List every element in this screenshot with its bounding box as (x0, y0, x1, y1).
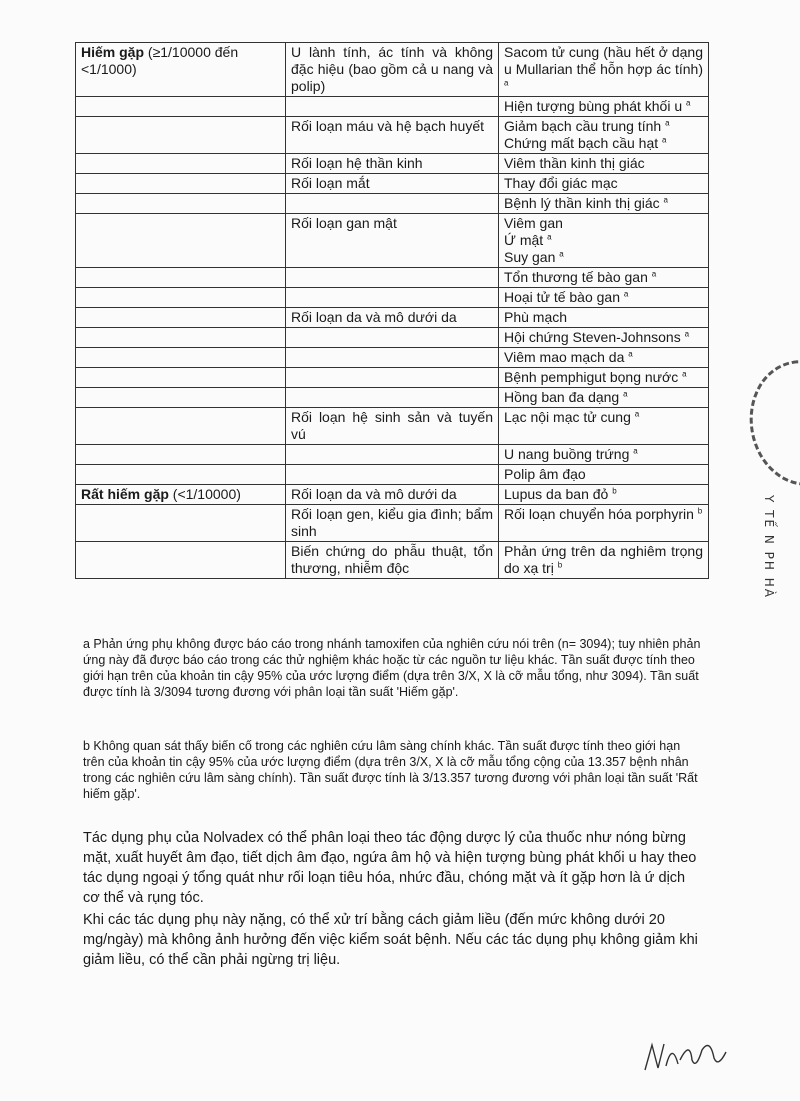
adverse-reactions-table (75, 42, 709, 579)
adverse-event-text: Hồng ban đa dạng (504, 389, 620, 405)
adverse-event-cell (499, 388, 709, 408)
adverse-event-cell (499, 465, 709, 485)
adverse-event-cell (499, 117, 709, 154)
paragraph-side-effects: Tác dụng phụ của Nolvadex có thể phân loại theo tác động dược lý của thuốc như nóng bừng mặt, xuất huyết âm đạo, tiết dịch âm đạo, ngứa âm hộ và hiện tượng bùng phát khối u hay theo tác dụng ngoại ý tổng quát như rối loạn tiêu hóa, nhức đầu, chóng mặt và ít gặp hơn là ứ dịch cơ thể và rụng tóc. (83, 830, 697, 906)
adverse-event-line (504, 249, 703, 266)
frequency-range: (≥1/10000 đến <1/1000) (81, 44, 239, 77)
adverse-event-line (504, 232, 703, 249)
footnote-marker: a (628, 349, 633, 359)
footnote-marker: a (623, 289, 629, 299)
adverse-event-line (504, 118, 703, 135)
table-row (76, 97, 709, 117)
footnote-marker: a (682, 369, 687, 379)
adverse-event-text: Chứng mất bạch cầu hạt (504, 135, 659, 151)
adverse-event-text: Bệnh pemphigut bọng nước (504, 369, 679, 385)
adverse-event-cell (499, 214, 709, 268)
frequency-cell (76, 308, 286, 328)
table-row (76, 368, 709, 388)
frequency-cell (76, 348, 286, 368)
adverse-event-text: Phản ứng trên da nghiêm trọng do xạ trị (504, 543, 703, 576)
organ-class-cell (286, 465, 499, 485)
frequency-cell (76, 505, 286, 542)
frequency-cell (76, 214, 286, 268)
table-row (76, 268, 709, 288)
adverse-event-cell (499, 268, 709, 288)
organ-class-cell: Rối loạn mắt (286, 174, 499, 194)
table-row (76, 154, 709, 174)
adverse-event-text: Hiện tượng bùng phát khối u (504, 98, 683, 114)
frequency-range: (<1/10000) (168, 486, 241, 502)
paragraph-dose-reduction: Khi các tác dụng phụ này nặng, có thể xử trí bằng cách giảm liều (đến mức không dưới 20 mg/ngày) mà không ảnh hưởng đến việc kiểm soát bệnh. Nếu các tác dụng phụ không giảm khi giảm liều, có thể cần phải ngừng trị liệu. (83, 912, 698, 968)
frequency-cell (76, 408, 286, 445)
adverse-event-line (504, 543, 703, 577)
footnote-marker: b (697, 506, 703, 516)
organ-class-cell (286, 288, 499, 308)
adverse-event-cell (499, 485, 709, 505)
organ-class-cell (286, 268, 499, 288)
adverse-event-text: Rối loạn chuyển hóa porphyrin (504, 506, 694, 522)
frequency-cell (76, 174, 286, 194)
table-row (76, 485, 709, 505)
table-row (76, 445, 709, 465)
organ-class-cell: Rối loạn da và mô dưới da (286, 308, 499, 328)
footnote-marker: a (651, 269, 657, 279)
organ-class-cell: Rối loạn gen, kiểu gia đình; bẩm sinh (286, 505, 499, 542)
adverse-event-line (504, 215, 703, 232)
adverse-event-cell (499, 154, 709, 174)
table-row (76, 117, 709, 154)
adverse-event-text: Hội chứng Steven-Johnsons (504, 329, 681, 345)
footnote-marker: a (663, 195, 668, 205)
adverse-event-cell (499, 542, 709, 579)
table-row (76, 328, 709, 348)
footnote-marker: b (557, 560, 563, 570)
adverse-event-line (504, 329, 703, 346)
adverse-event-cell (499, 194, 709, 214)
frequency-cell (76, 43, 286, 97)
adverse-event-cell (499, 308, 709, 328)
organ-class-cell: Rối loạn máu và hệ bạch huyết (286, 117, 499, 154)
adverse-event-cell (499, 97, 709, 117)
adverse-event-text: Sacom tử cung (hầu hết ở dạng u Mullarian thể hỗn hợp ác tính) (504, 44, 703, 77)
adverse-event-cell (499, 408, 709, 445)
adverse-event-line (504, 155, 703, 172)
adverse-event-text: Hoại tử tế bào gan (504, 289, 621, 305)
adverse-event-text: Viêm thần kinh thị giác (504, 155, 645, 171)
adverse-event-text: Lupus da ban đỏ (504, 486, 609, 502)
frequency-cell (76, 485, 286, 505)
adverse-event-line (504, 309, 703, 326)
adverse-event-line (504, 349, 703, 366)
adverse-event-text: Giảm bạch cầu trung tính (504, 118, 662, 134)
adverse-event-text: Lạc nội mạc tử cung (504, 409, 631, 425)
frequency-label: Hiếm gặp (81, 44, 145, 60)
organ-class-cell (286, 388, 499, 408)
adverse-event-text: Thay đổi giác mạc (504, 175, 618, 191)
organ-class-cell (286, 445, 499, 465)
adverse-event-line (504, 44, 703, 95)
adverse-event-line (504, 486, 703, 503)
frequency-cell (76, 368, 286, 388)
adverse-event-line (504, 135, 703, 152)
adverse-event-cell (499, 174, 709, 194)
stamp-ring (742, 360, 800, 490)
footnote-marker: a (623, 389, 628, 399)
adverse-event-line (504, 269, 703, 286)
organ-class-cell: Biến chứng do phẫu thuật, tổn thương, nhiễm độc (286, 542, 499, 579)
adverse-event-text: Polip âm đạo (504, 466, 586, 482)
organ-class-cell: Rối loạn da và mô dưới da (286, 485, 499, 505)
adverse-event-line (504, 98, 703, 115)
adverse-event-line (504, 369, 703, 386)
footnote-marker: a (662, 135, 667, 145)
table-row (76, 388, 709, 408)
adverse-event-line (504, 389, 703, 406)
table-row (76, 505, 709, 542)
table-row (76, 43, 709, 97)
organ-class-cell (286, 328, 499, 348)
table-row (76, 542, 709, 579)
adverse-event-text: U nang buồng trứng (504, 446, 630, 462)
table-row (76, 408, 709, 445)
table-row (76, 465, 709, 485)
adverse-event-cell (499, 368, 709, 388)
table-row (76, 288, 709, 308)
organ-class-cell (286, 194, 499, 214)
handwritten-signature (640, 1030, 730, 1080)
table-row (76, 174, 709, 194)
adverse-event-cell (499, 348, 709, 368)
footnote-marker: a (665, 118, 670, 128)
organ-class-cell: Rối loạn hệ sinh sản và tuyến vú (286, 408, 499, 445)
adverse-event-text: Viêm gan (504, 215, 563, 231)
frequency-cell (76, 194, 286, 214)
frequency-cell (76, 388, 286, 408)
adverse-event-text: Ứ mật (504, 232, 544, 248)
footnote-marker: a (504, 78, 509, 88)
table-row (76, 194, 709, 214)
adverse-event-text: Suy gan (504, 249, 556, 265)
footnote-b: b Không quan sát thấy biến cố trong các nghiên cứu lâm sàng chính khác. Tần suất được tính theo giới hạn trên của khoản tin cậy 95% của ước lượng điểm (dựa trên 3/X, X là cỡ mẫu tổng cộng của 13.357 bệnh nhân trong các nghiên cứu lâm sàng chính). Tần suất được tính là 3/13.357 tương đương với phân loại tần suất 'Rất hiếm gặp'. (83, 739, 698, 801)
organ-class-cell (286, 348, 499, 368)
adverse-event-text: Viêm mao mạch da (504, 349, 625, 365)
official-stamp (742, 360, 800, 490)
table-body (76, 43, 709, 579)
frequency-cell (76, 288, 286, 308)
frequency-cell (76, 117, 286, 154)
frequency-cell (76, 154, 286, 174)
organ-class-cell (286, 97, 499, 117)
footnote-marker: a (634, 409, 640, 419)
frequency-cell (76, 97, 286, 117)
organ-class-cell: U lành tính, ác tính và không đặc hiệu (bao gồm cả u nang và polip) (286, 43, 499, 97)
margin-stamp-text: Y TẾ N PH HÀ (762, 495, 776, 599)
footnote-marker: a (547, 232, 552, 242)
organ-class-cell: Rối loạn gan mật (286, 214, 499, 268)
adverse-event-text: Bệnh lý thần kinh thị giác (504, 195, 660, 211)
adverse-event-line (504, 466, 703, 483)
frequency-label: Rất hiếm gặp (81, 486, 169, 502)
adverse-event-text: Phù mạch (504, 309, 568, 325)
adverse-event-cell (499, 43, 709, 97)
adverse-event-cell (499, 505, 709, 542)
adverse-event-line (504, 175, 703, 192)
frequency-cell (76, 542, 286, 579)
footnote-marker: a (684, 329, 690, 339)
footnote-marker: a (559, 249, 564, 259)
adverse-event-cell (499, 328, 709, 348)
adverse-event-line (504, 195, 703, 212)
adverse-event-cell (499, 288, 709, 308)
table-row (76, 308, 709, 328)
adverse-event-line (504, 506, 703, 523)
footnote-marker: a (633, 446, 638, 456)
footnote-marker: a (686, 98, 691, 108)
table-row (76, 214, 709, 268)
adverse-event-line (504, 289, 703, 306)
frequency-cell (76, 465, 286, 485)
footnote-marker: b (612, 486, 617, 496)
adverse-event-line (504, 446, 703, 463)
organ-class-cell: Rối loạn hệ thần kinh (286, 154, 499, 174)
footnote-a: a Phản ứng phụ không được báo cáo trong nhánh tamoxifen của nghiên cứu nói trên (n= 3094); tuy nhiên phản ứng này đã được báo cáo trong các thử nghiệm khác hoặc từ các nguồn tư liệu khác. Tần suất được tính theo giới hạn trên của khoản tin cậy 95% của ước lượng điểm (dựa trên 3/X, X là cỡ mẫu tổng, như 3094). Tần suất được tính là 3/3094 tương đương với phân loại tần suất 'Hiếm gặp'. (83, 637, 701, 699)
adverse-event-text: Tổn thương tế bào gan (504, 269, 648, 285)
frequency-cell (76, 328, 286, 348)
adverse-event-line (504, 409, 703, 426)
frequency-cell (76, 268, 286, 288)
organ-class-cell (286, 368, 499, 388)
table-row (76, 348, 709, 368)
frequency-cell (76, 445, 286, 465)
adverse-event-cell (499, 445, 709, 465)
